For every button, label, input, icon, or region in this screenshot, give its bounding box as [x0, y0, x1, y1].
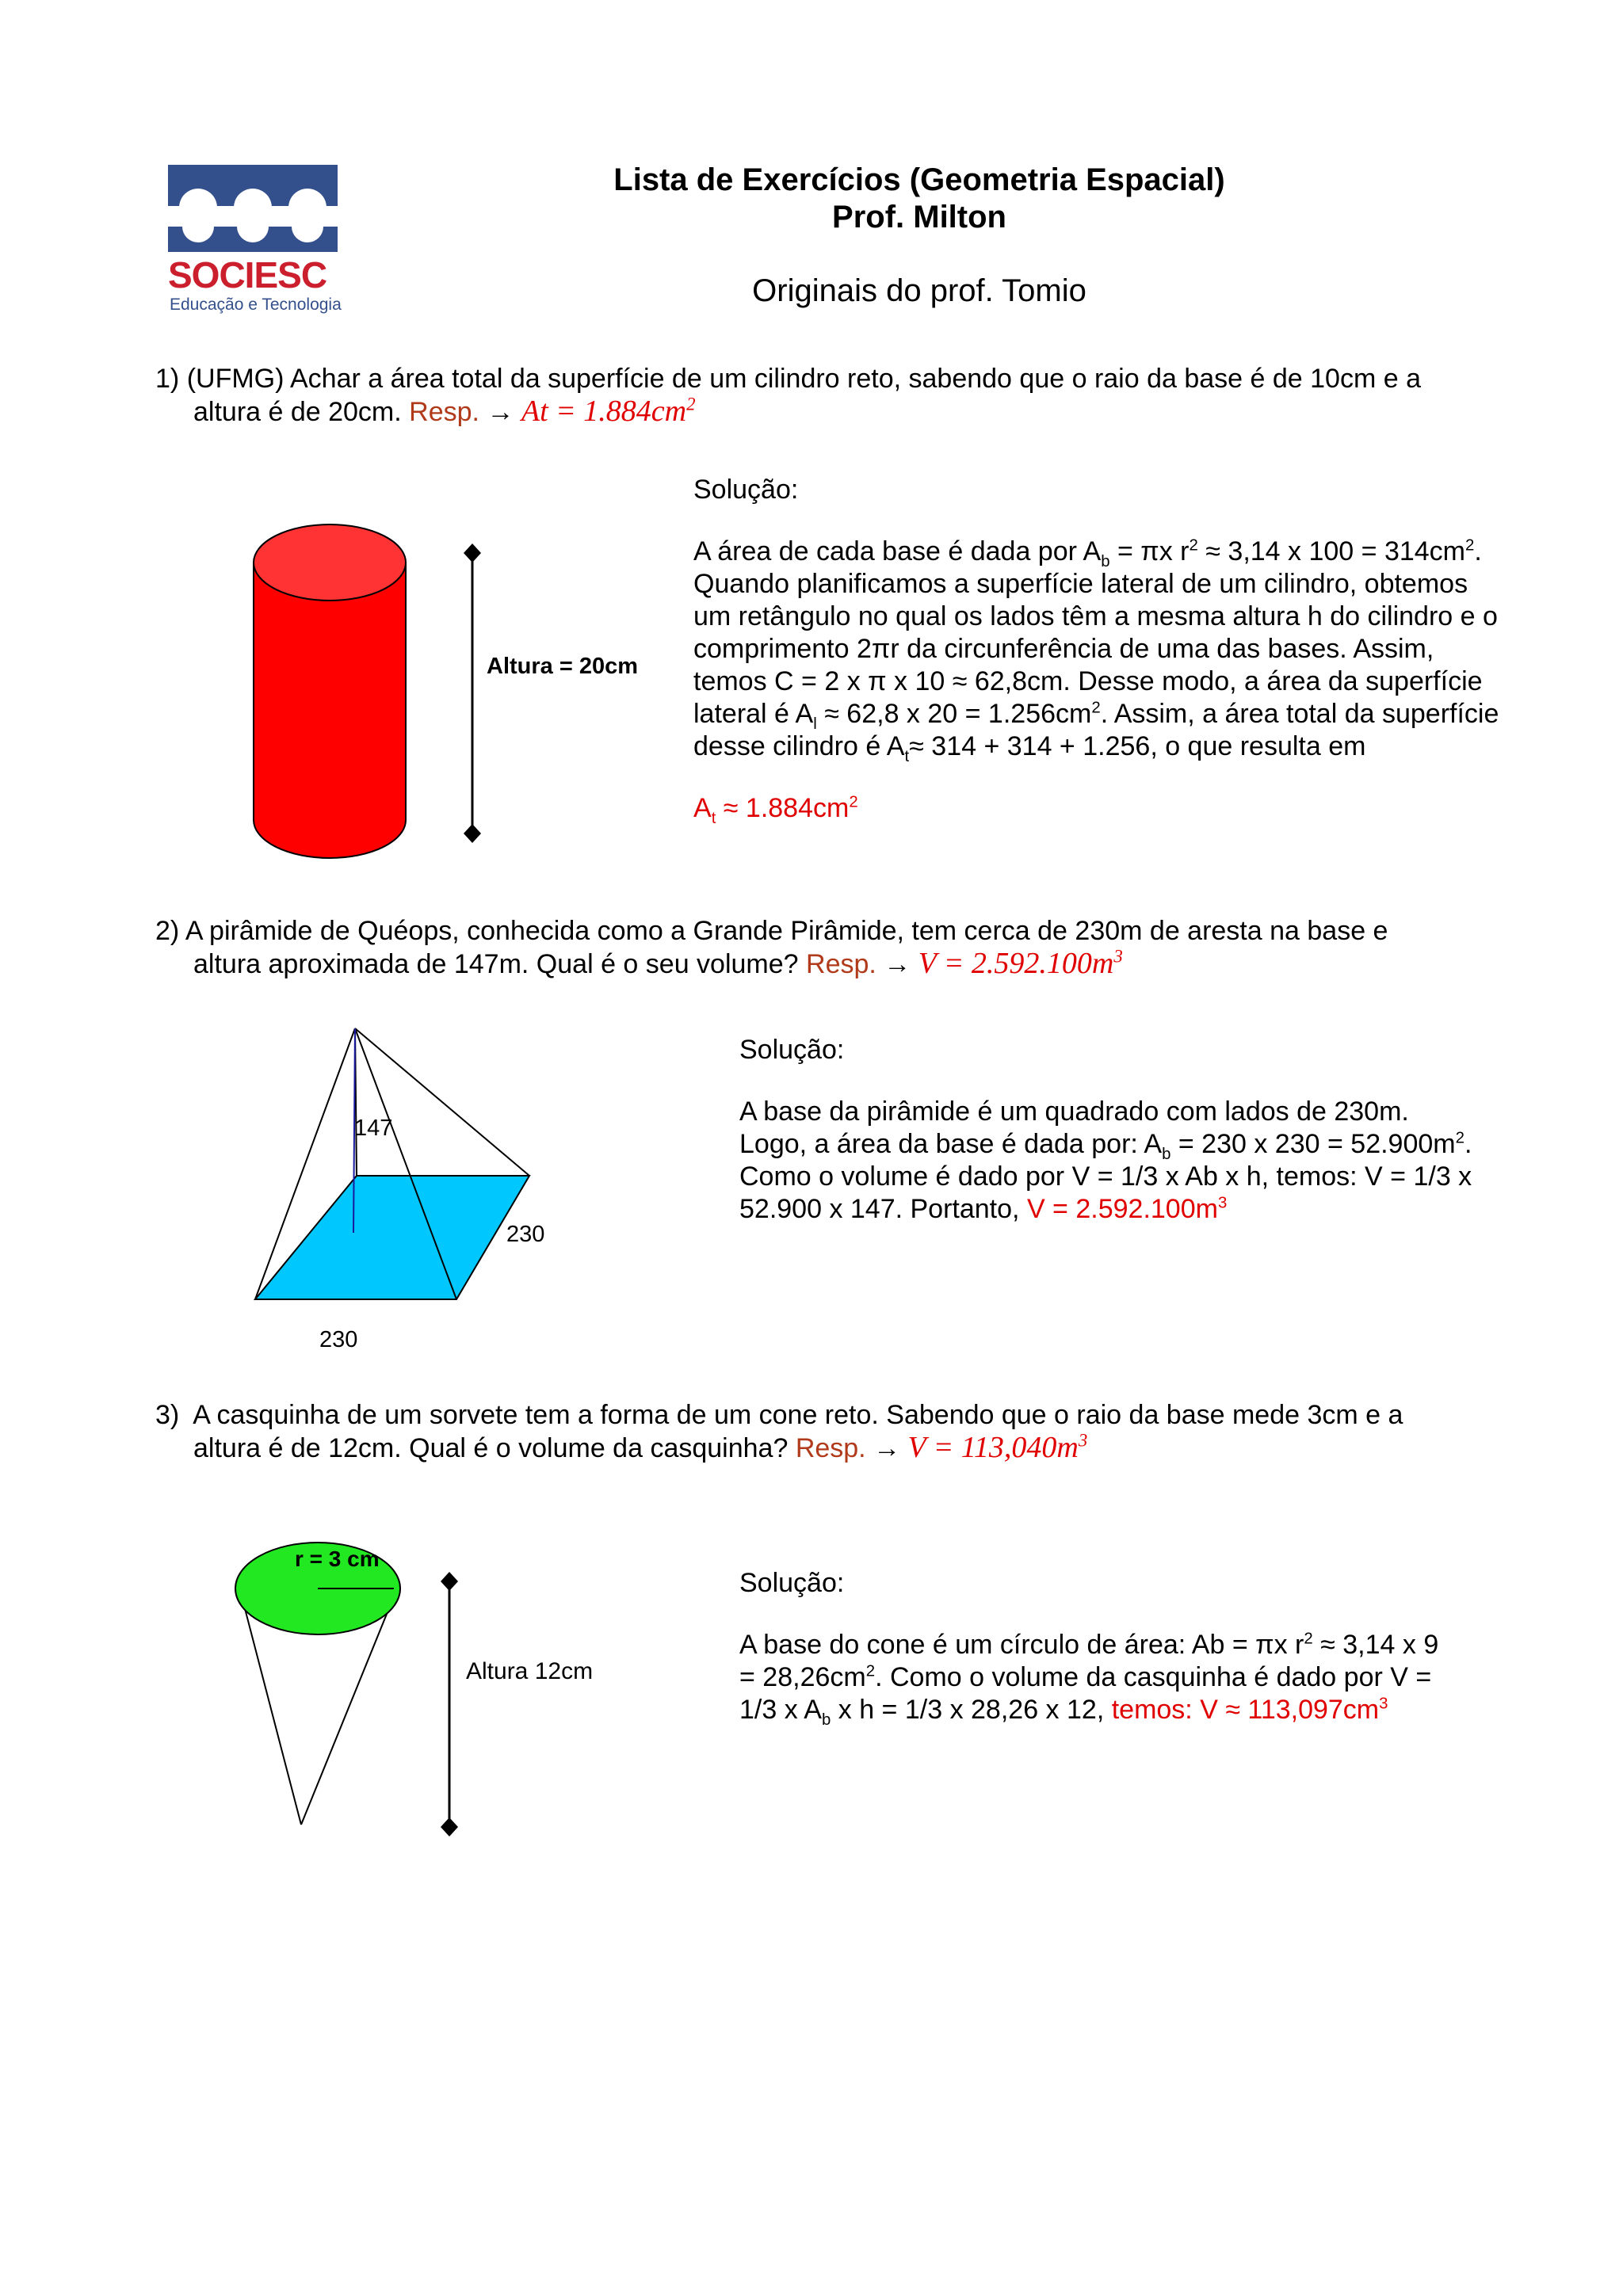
question-text: A pirâmide de Quéops, conhecida como a Grande Pirâmide, tem cerca de 230m de aresta na base e — [185, 916, 1388, 946]
solution-line: temos C = 2 x π x 10 ≈ 62,8cm. Desse modo, a área da superfície — [693, 666, 1483, 696]
pyramid-base-label: 230 — [319, 1327, 358, 1352]
question-3 — [155, 1399, 1471, 1465]
question-3-line-2 — [155, 1432, 1471, 1465]
cylinder-height-label: Altura = 20cm — [487, 654, 639, 679]
question-1-line-2 — [155, 395, 1471, 429]
solution-line: A base da pirâmide é um quadrado com lados de 230m. — [739, 1097, 1409, 1127]
solution-line: um retângulo no qual os lados têm a mesma altura h do cilindro e o — [693, 601, 1498, 631]
question-3-line-1 — [155, 1399, 1471, 1432]
solution-line: desse cilindro é $A_t\approx 314 + 314 + 1.256$, o que resulta em — [693, 731, 1366, 765]
question-text: altura é de 20cm. — [193, 397, 402, 427]
question-text: altura aproximada de 147m. Qual é o seu volume? — [193, 949, 799, 979]
solution-line: A área de cada base é dada por $A_b = \pi x$ $r^2 \approx 3,14$ x $100 = 314cm^2$. — [693, 536, 1482, 570]
arrow: → — [873, 1433, 901, 1463]
question-number: 1) — [155, 364, 180, 394]
solution-line: A base do cone é um círculo de área: Ab = πx $r^2 \approx 3,14$ x 9 — [739, 1630, 1439, 1660]
question-2-line-1 — [155, 915, 1471, 948]
resp-label: Resp. — [409, 397, 479, 427]
question-number: 3) — [155, 1400, 180, 1430]
solution-title: Solução: — [739, 1568, 845, 1598]
document-subtitle: Originais do prof. Tomio — [752, 273, 1086, 308]
cone-height-dimension-line — [433, 1567, 465, 1852]
arrow: → — [884, 949, 911, 979]
solution-title: Solução: — [693, 475, 799, 505]
cylinder-figure — [252, 523, 411, 856]
solution-title: Solução: — [739, 1035, 845, 1065]
solution-line: = $28,26cm^2$. Como o volume da casquinha é dado por V = — [739, 1662, 1432, 1692]
logo-tagline: Educação e Tecnologia — [170, 296, 342, 314]
solution-line: 52.900 x 147. Portanto, $V = 2.592.100m^3$ — [739, 1194, 1228, 1224]
resp-label: Resp. — [795, 1433, 866, 1463]
question-1-line-1 — [155, 363, 1471, 395]
question-number: 2) — [155, 916, 180, 946]
document-author: Prof. Milton — [832, 200, 1006, 235]
pyramid-side-label: 230 — [506, 1222, 545, 1247]
logo-mark — [168, 165, 338, 252]
document-title: Lista de Exercícios (Geometria Espacial) — [613, 162, 1225, 197]
solution-line: Quando planificamos a superfície lateral de um cilindro, obtemos — [693, 569, 1468, 599]
pyramid-figure — [238, 1022, 571, 1339]
question-2-line-2 — [155, 948, 1471, 981]
cone-radius-label: r = 3 cm — [295, 1547, 380, 1571]
answer: $V = 2.592.100m^3$ — [918, 946, 1123, 980]
answer: $V = 113,040m^3$ — [907, 1430, 1088, 1464]
solution-line: Logo, a área da base é dada por: $A_b = 230$ x $230 = 52.900m^2$. — [739, 1129, 1472, 1163]
solution-line: Como o volume é dado por V = 1/3 x Ab x h, temos: V = 1/3 x — [739, 1161, 1472, 1192]
logo-name: SOCIESC — [168, 254, 327, 296]
cone-figure — [226, 1533, 416, 1826]
logo — [168, 165, 347, 323]
question-1 — [155, 363, 1471, 429]
solution-3 — [739, 1567, 1532, 1729]
height-dimension-line — [456, 539, 488, 848]
question-text: A casquinha de um sorvete tem a forma de um cone reto. Sabendo que o raio da base mede 3cm e a — [193, 1400, 1403, 1430]
resp-label: Resp. — [806, 949, 876, 979]
solution-result: $A_t \approx 1.884cm^2$ — [693, 793, 858, 827]
cone-height-label: Altura 12cm — [466, 1658, 594, 1684]
answer: $At = 1.884cm^2$ — [521, 394, 696, 428]
question-text: altura é de 12cm. Qual é o volume da casquinha? — [193, 1433, 789, 1463]
question-text: (UFMG) Achar a área total da superfície de um cilindro reto, sabendo que o raio da base é de 10cm e a — [186, 364, 1421, 394]
solution-line: lateral é $A_l \approx 62,8$ x $20 = 1.256cm^2$. Assim, a área total da superfície — [693, 699, 1499, 733]
solution-line: 1/3 x $A_b$ x h = 1/3 x 28,26 x 12, temos: $V \approx 113,097cm^3$ — [739, 1695, 1388, 1729]
pyramid-height-label: 147 — [354, 1116, 393, 1141]
solution-line: comprimento 2πr da circunferência de uma das bases. Assim, — [693, 634, 1434, 664]
solution-1 — [693, 474, 1526, 825]
arrow: → — [487, 397, 514, 427]
question-2 — [155, 915, 1471, 981]
solution-2 — [739, 1034, 1532, 1226]
